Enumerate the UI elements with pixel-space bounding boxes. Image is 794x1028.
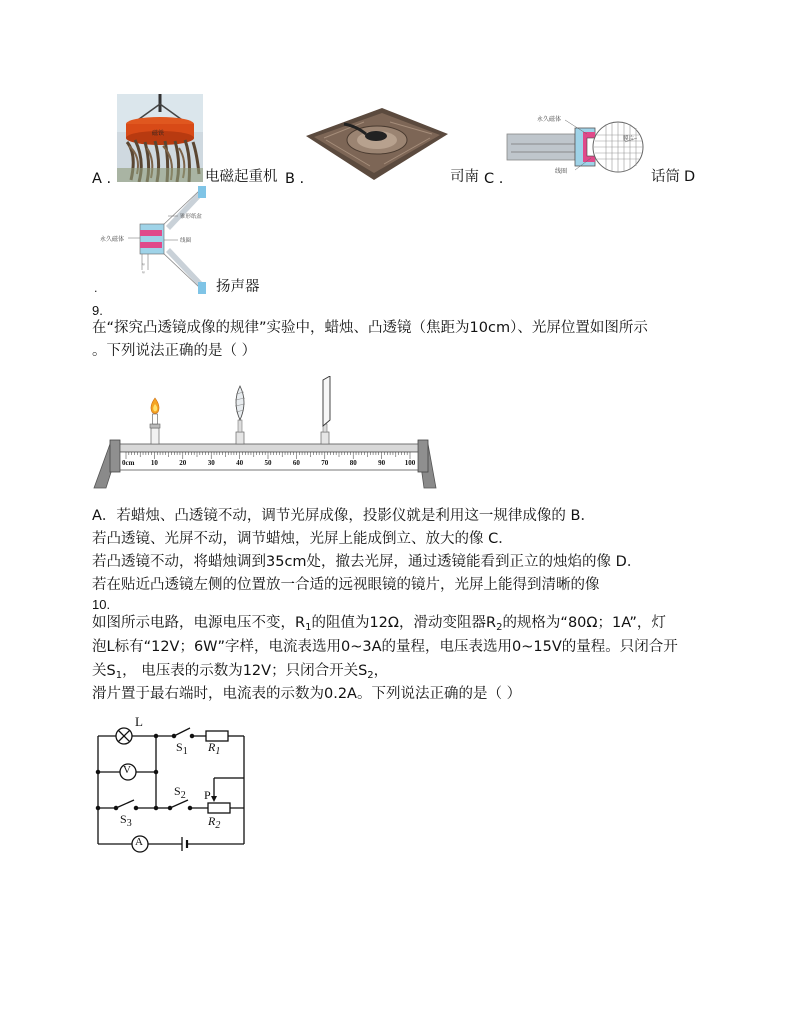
q9-stem-line2: 。下列说法正确的是（ ）: [92, 343, 257, 359]
ruler-unit-label: 0cm: [122, 459, 135, 467]
q9-option-a: A．若蜡烛、凸透镜不动，调节光屏成像，投影仪就是利用这一规律成像的 B．: [92, 508, 595, 524]
ruler-tick-label: 50: [264, 459, 272, 467]
q8-option-d-prefix: .: [94, 282, 98, 295]
q8-option-b-letter: B .: [285, 171, 305, 187]
ruler-tick-label: 90: [378, 459, 386, 467]
switch-s2-label: $S_2$: [174, 784, 186, 801]
q8-option-a-caption: 电磁起重机: [205, 169, 278, 185]
resistor-r2-label: $R_2$: [208, 814, 221, 831]
circuit-diagram: [90, 716, 250, 856]
q8-option-c-caption: 话筒: [651, 169, 680, 185]
q8-option-b-caption: 司南: [450, 169, 479, 185]
q9-option-d: 若在贴近凸透镜左侧的位置放一合适的远视眼镜的镜片，光屏上能得到清晰的像: [92, 577, 600, 593]
sinan-compass-image: [304, 100, 450, 182]
speaker-label-cone: 锥形纸盆: [180, 214, 203, 220]
mic-label-coil: 线圈: [555, 169, 568, 175]
mic-label-diaphragm: 膜片: [623, 136, 635, 142]
q10-stem-line3: 关$S_1$， 电压表的示数为12V；只闭合开关$S_2$，: [92, 663, 389, 681]
microphone-diagram: [505, 112, 650, 182]
q10-stem-line4: 滑片置于最右端时，电流表的示数为0.2A。下列说法正确的是（ ）: [92, 686, 522, 702]
loudspeaker-diagram: [98, 186, 218, 296]
light-screen: [321, 376, 330, 444]
lamp-label: L: [135, 714, 143, 729]
svg-text:≈: ≈: [142, 271, 145, 276]
q10-stem-line2: 泡L标有“12V；6W”字样，电流表选用0~3A的量程，电压表选用0~15V的量程。只闭合开: [92, 639, 678, 655]
switch-s3-label: $S_3$: [120, 812, 132, 829]
ruler-tick-label: 10: [150, 459, 158, 467]
voltmeter-label: V: [123, 764, 131, 776]
optical-bench-figure: [92, 376, 438, 492]
ruler-tick-label: 80: [349, 459, 357, 467]
q9-stem-line1: 在“探究凸透镜成像的规律”实验中，蜡烛、凸透镜（焦距为10cm）、光屏位置如图所示: [92, 320, 648, 336]
q10-number: 10.: [92, 597, 111, 612]
q8-option-d-letter: D: [684, 169, 696, 185]
q9-option-b: 若凸透镜、光屏不动，调节蜡烛，光屏上能成倒立、放大的像 C．: [92, 531, 513, 547]
q10-stem-line1: 如图所示电路，电源电压不变，$R_1$的阻值为12Ω，滑动变阻器$R_2$的规格为“80Ω；1A”，灯: [92, 615, 666, 633]
svg-text:磁铁: 磁铁: [152, 131, 165, 137]
ammeter-label: A: [135, 836, 143, 848]
speaker-label-magnet: 永久磁体: [100, 237, 125, 243]
ruler-tick-label: 20: [179, 459, 187, 467]
speaker-label-coil: 线圈: [180, 238, 192, 244]
slider-p-label: P: [204, 788, 211, 802]
crane-image: [117, 94, 203, 182]
switch-s1-label: $S_1$: [176, 740, 188, 757]
q8-option-d-caption: 扬声器: [216, 279, 260, 295]
ruler-tick-label: 100: [404, 459, 416, 467]
ruler-tick-label: 40: [236, 459, 244, 467]
ruler-tick-label: 60: [292, 459, 300, 467]
q9-option-c: 若凸透镜不动，将蜡烛调到35cm处，撤去光屏，通过透镜能看到正立的烛焰的像 D．: [92, 554, 642, 570]
q9-number: 9.: [92, 303, 103, 318]
ruler-tick-label: 30: [207, 459, 215, 467]
convex-lens: [235, 386, 245, 444]
svg-text:≈: ≈: [142, 263, 145, 268]
resistor-r1-label: $R_1$: [208, 740, 221, 757]
candle: [150, 398, 160, 444]
ruler-tick-label: 70: [321, 459, 329, 467]
q8-option-c-letter: C .: [484, 171, 504, 187]
q8-option-a-letter: A .: [92, 171, 112, 187]
mic-label-magnet: 永久磁体: [537, 117, 562, 123]
